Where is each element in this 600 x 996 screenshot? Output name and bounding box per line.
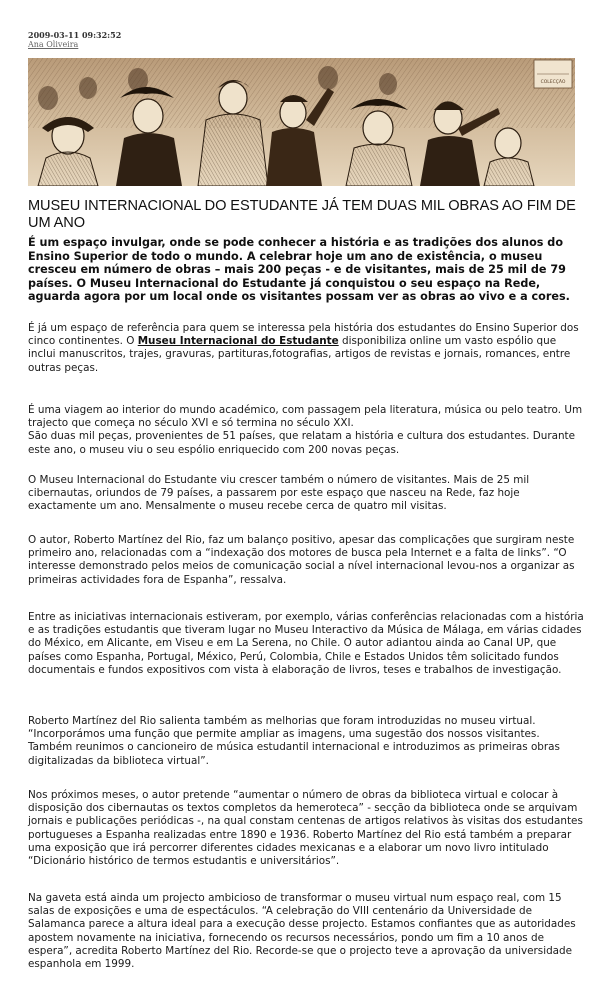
paragraph-8: Na gaveta está ainda um projecto ambicioso de transformar o museu virtual num espaço real, com 15 salas de exposições e uma de espectáculos. “A celebração do VIII centenário da Universidade de Salamanca parece a altura ideal para a execução desse projecto. Estamos confiantes que as autoridades apostem novamente na iniciativa, fornecendo os recursos necessários, pondo um fim a 10 anos de espera”, acredita Roberto Martínez del Rio. Recorde-se que o projecto teve a aprovação da universidade espanhola em 1999. [28,892,576,971]
paragraph-6: Roberto Martínez del Rio salienta também as melhorias que foram introduzidas no museu virtual. “Incorporámos uma função que permite ampliar as imagens, uma sugestão dos nossos visitantes. Também reunimos o cancioneiro de música estudantil internacional e introduzimos as primeiras obras digitalizadas da biblioteca virtual”. [28,715,560,767]
stamp-text: COLECÇÃO [540,80,566,85]
paragraph-4: O autor, Roberto Martínez del Rio, faz um balanço positivo, apesar das complicações que surgiram neste primeiro ano, relacionadas com a “indexação dos motores de busca pela Internet e a falta de links”. “O interesse demonstrado pelos meios de comunicação social a nível internacional levou-nos a organizar as primeiras actividades fora de Espanha”, ressalva. [28,534,575,586]
paragraph-2: É uma viagem ao interior do mundo académico, com passagem pela literatura, música ou pelo teatro. Um trajecto que começa no século XVI e só termina no século XXI. São duas mil peças, provenientes de 51 países, que relatam a história e cultura dos estudantes. Durante este ano, o museu viu o seu espólio enriquecido com 200 novas peças. [28,404,583,456]
article-title: MUSEU INTERNACIONAL DO ESTUDANTE JÁ TEM DUAS MIL OBRAS AO FIM DE UM ANO [28,198,576,231]
header-engraving-image [28,58,575,186]
author-link[interactable]: Ana Oliveira [28,40,79,49]
article-meta [28,30,121,50]
publish-date: 2009-03-11 09:32:52 [28,30,122,40]
paragraph-5: Entre as iniciativas internacionais estiveram, por exemplo, várias conferências relacionadas com a história e as tradições estudantis que tiveram lugar no Museu Interactivo da Música de Málaga, em várias cidades do México, em Alicante, em Viseu e em La Serena, no Chile. O autor adiantou ainda ao Canal UP, que países como Espanha, Portugal, México, Perú, Colombia, Chile e Estados Unidos têm solicitado fundos documentais e fundos expositivos com vista à elaboração de livros, teses e trabalhos de investigação. [28,611,584,676]
paragraph-7: Nos próximos meses, o autor pretende “aumentar o número de obras da biblioteca virtual e colocar à disposição dos cibernautas os textos completos da hemeroteca” - secção da biblioteca onde se arquivam jornais e publicações periódicas -, na qual constam centenas de artigos relativos às visitas dos estudantes portugueses a Espanha realizadas entre 1890 e 1936. Roberto Martínez del Rio está também a preparar uma exposição que irá percorrer diferentes cidades mexicanas e a elaborar um novo livro intitulado “Dicionário histórico de termos estudantis e universitários”. [28,789,583,868]
paragraph-1: É já um espaço de referência para quem se interessa pela história dos estudantes do Ensino Superior dos cinco continentes. O Museu Internacional do Estudante disponibiliza online um vasto espólio que inclui manuscritos, trajes, gravuras, partituras,fotografias, artigos de revistas e jornais, romances, entre outras peças. [28,322,579,374]
paragraph-3: O Museu Internacional do Estudante viu crescer também o número de visitantes. Mais de 25 mil cibernautas, oriundos de 79 países, a passarem por este espaço que nasceu na Rede, faz hoje exactamente um ano. Mensalmente o museu recebe cerca de quatro mil visitas. [28,474,530,513]
article-lead: É um espaço invulgar, onde se pode conhecer a história e as tradições dos alunos do Ensino Superior de todo o mundo. A celebrar hoje um ano de existência, o museu cresceu em número de obras – mais 200 peças - e de visitantes, mais de 25 mil de 79 países. O Museu Internacional do Estudante já conquistou o seu espaço na Rede, aguarda agora por um local onde os visitantes possam ver as obras ao vivo e a cores. [28,236,570,304]
museum-link[interactable]: Museu Internacional do Estudante [137,335,339,348]
